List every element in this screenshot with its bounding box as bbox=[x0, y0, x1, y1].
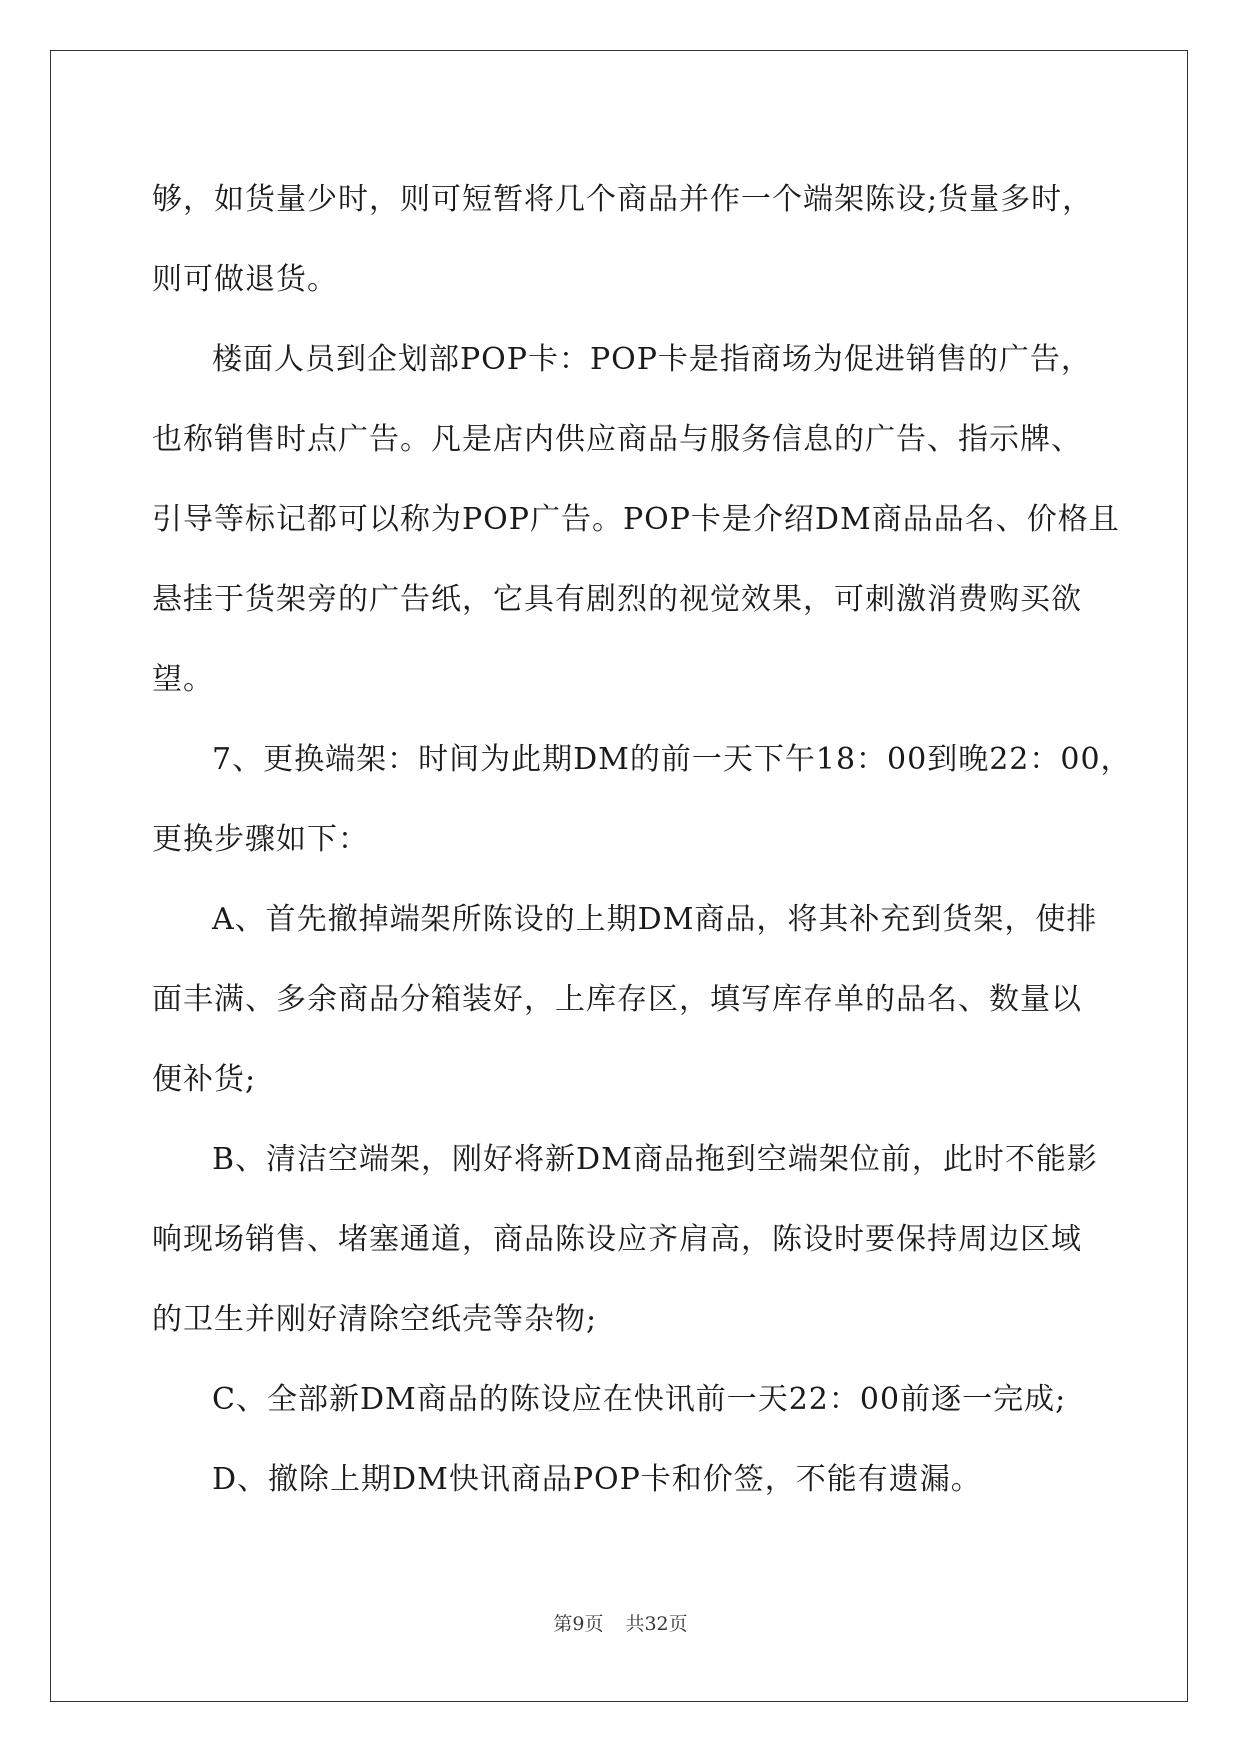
text-line: B、清洁空端架，刚好将新DM商品拖到空端架位前，此时不能影 bbox=[212, 1142, 1098, 1177]
page-footer bbox=[0, 1612, 1241, 1636]
text-line: 7、更换端架：时间为此期DM的前一天下午18：00到晚22：00， bbox=[212, 742, 1132, 777]
text-line: 便补货; bbox=[152, 1062, 257, 1097]
page-total: 共32页 bbox=[625, 1613, 688, 1635]
text-line: 引导等标记都可以称为POP广告。POP卡是介绍DM商品品名、价格且 bbox=[152, 502, 1120, 537]
text-line: 也称销售时点广告。凡是店内供应商品与服务信息的广告、指示牌、 bbox=[152, 422, 1082, 457]
document-body bbox=[152, 160, 1132, 1520]
text-line: 够，如货量少时，则可短暂将几个商品并作一个端架陈设;货量多时， bbox=[152, 182, 1094, 217]
text-line: C、全部新DM商品的陈设应在快讯前一天22：00前逐一完成; bbox=[212, 1382, 1067, 1417]
text-line: 面丰满、多余商品分箱装好，上库存区，填写库存单的品名、数量以 bbox=[152, 982, 1082, 1017]
text-line: 更换步骤如下： bbox=[152, 822, 369, 857]
text-line: 悬挂于货架旁的广告纸，它具有剧烈的视觉效果，可刺激消费购买欲 bbox=[152, 582, 1082, 617]
text-line: D、撤除上期DM快讯商品POP卡和价签，不能有遗漏。 bbox=[212, 1462, 982, 1497]
text-line: 的卫生并刚好清除空纸壳等杂物; bbox=[152, 1302, 598, 1337]
page-number: 第9页 bbox=[553, 1613, 604, 1635]
text-line: 望。 bbox=[152, 662, 214, 697]
text-line: 楼面人员到企划部POP卡：POP卡是指商场为促进销售的广告， bbox=[212, 342, 1092, 377]
text-line: A、首先撤掉端架所陈设的上期DM商品，将其补充到货架，使排 bbox=[212, 902, 1098, 937]
text-line: 响现场销售、堵塞通道，商品陈设应齐肩高，陈设时要保持周边区域 bbox=[152, 1222, 1082, 1257]
text-line: 则可做退货。 bbox=[152, 262, 338, 297]
